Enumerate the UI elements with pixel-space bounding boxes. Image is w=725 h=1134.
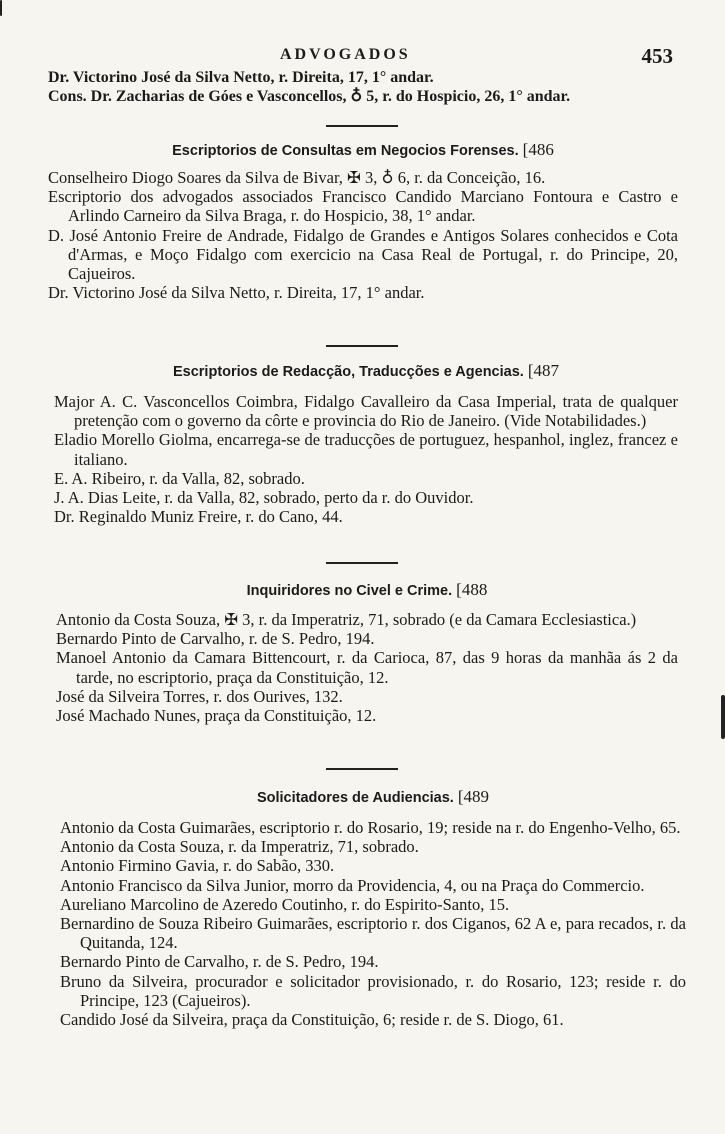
section-number: [486 — [522, 140, 554, 159]
list-item: Escriptorio dos advogados associados Francisco Candido Marciano Fontoura e Castro e Arlindo Carneiro da Silva Braga, r. do Hospicio, 38, 1° andar. — [48, 187, 678, 226]
list-item: Cons. Dr. Zacharias de Góes e Vasconcellos, ♁ 5, r. do Hospicio, 26, 1° andar. — [48, 88, 571, 106]
list-item: Major A. C. Vasconcellos Coimbra, Fidalgo Cavalleiro da Casa Imperial, trata de qualquer pretenção com o governo da côrte e provincia do Rio de Janeiro. (Vide Notabilidades.) — [54, 392, 678, 431]
section-title: Escriptorios de Redacção, Traducções e Agencias. [487 — [172, 361, 560, 380]
list-item: Bernardino de Souza Ribeiro Guimarães, escriptorio r. dos Ciganos, 62 A e, para recados, r. da Quitanda, 124. — [60, 914, 686, 953]
list-item: Antonio da Costa Guimarães, escriptorio r. do Rosario, 19; reside na r. do Engenho-Velho, 65. — [60, 818, 681, 837]
list-item: Manoel Antonio da Camara Bittencourt, r. da Carioca, 87, das 9 horas da manhãa ás 2 da tarde, no escriptorio, praça da Constituição, 12. — [56, 648, 678, 687]
continuation-block — [48, 68, 678, 106]
section-486 — [48, 140, 678, 302]
section-title: Escriptorios de Consultas em Negocios Forenses. [486 — [172, 140, 554, 159]
section-487 — [54, 361, 678, 526]
section-divider — [326, 768, 398, 770]
list-item: José Machado Nunes, praça da Constituição, 12. — [56, 706, 377, 726]
list-item: Dr. Victorino José da Silva Netto, r. Direita, 17, 1° andar. — [48, 283, 425, 303]
section-489 — [60, 787, 686, 1029]
list-item: Eladio Morello Giolma, encarrega-se de traducções de portuguez, hespanhol, inglez, francez e italiano. — [54, 430, 678, 469]
list-item: Dr. Reginaldo Muniz Freire, r. do Cano, 44. — [54, 507, 343, 527]
list-item: Bernardo Pinto de Carvalho, r. de S. Pedro, 194. — [56, 629, 375, 649]
section-number: [489 — [457, 787, 490, 806]
list-item: Aureliano Marcolino de Azeredo Coutinho, r. do Espirito-Santo, 15. — [60, 894, 510, 914]
list-item: Candido José da Silveira, praça da Constituição, 6; reside r. de S. Diogo, 61. — [60, 1010, 564, 1030]
list-item: Dr. Victorino José da Silva Netto, r. Direita, 17, 1° andar. — [48, 69, 434, 86]
section-number: [487 — [527, 361, 560, 380]
section-divider — [326, 562, 398, 564]
running-head — [0, 44, 725, 68]
list-item: J. A. Dias Leite, r. da Valla, 82, sobrado, perto da r. do Ouvidor. — [54, 488, 474, 508]
list-item: Antonio da Costa Souza, ✠ 3, r. da Imperatriz, 71, sobrado (e da Camara Ecclesiastica.) — [56, 610, 637, 629]
section-divider — [326, 125, 398, 127]
section-divider — [326, 345, 398, 347]
list-item: D. José Antonio Freire de Andrade, Fidalgo de Grandes e Antigos Solares conhecidos e Cota d'Armas, e Moço Fidalgo com exercicio na Casa Real de Portugal, r. do Principe, 20, Cajueiros. — [48, 225, 678, 284]
page-number: 453 — [641, 44, 673, 68]
running-title: ADVOGADOS — [280, 46, 411, 63]
list-item: Antonio Firmino Gavia, r. do Sabão, 330. — [60, 856, 335, 876]
section-title: Inquiridores no Civel e Crime. [488 — [246, 580, 488, 599]
scan-edge-mark — [0, 0, 2, 16]
list-item: Bruno da Silveira, procurador e solicitador provisionado, r. do Rosario, 123; reside r. do Principe, 123 (Cajueiros). — [60, 971, 686, 1010]
list-item: Antonio Francisco da Silva Junior, morro da Providencia, 4, ou na Praça do Commercio. — [60, 875, 645, 895]
list-item: Antonio da Costa Souza, r. da Imperatriz, 71, sobrado. — [60, 837, 419, 857]
list-item: E. A. Ribeiro, r. da Valla, 82, sobrado. — [54, 468, 305, 488]
list-item: Bernardo Pinto de Carvalho, r. de S. Pedro, 194. — [60, 952, 379, 972]
scan-edge-mark — [721, 695, 725, 739]
section-title: Solicitadores de Audiencias. [489 — [256, 787, 490, 806]
list-item: Conselheiro Diogo Soares da Silva de Bivar, ✠ 3, ♁ 6, r. da Conceição, 16. — [48, 168, 546, 187]
section-number: [488 — [456, 580, 488, 599]
section-488 — [56, 580, 678, 725]
list-item: José da Silveira Torres, r. dos Ourives, 132. — [56, 686, 343, 706]
